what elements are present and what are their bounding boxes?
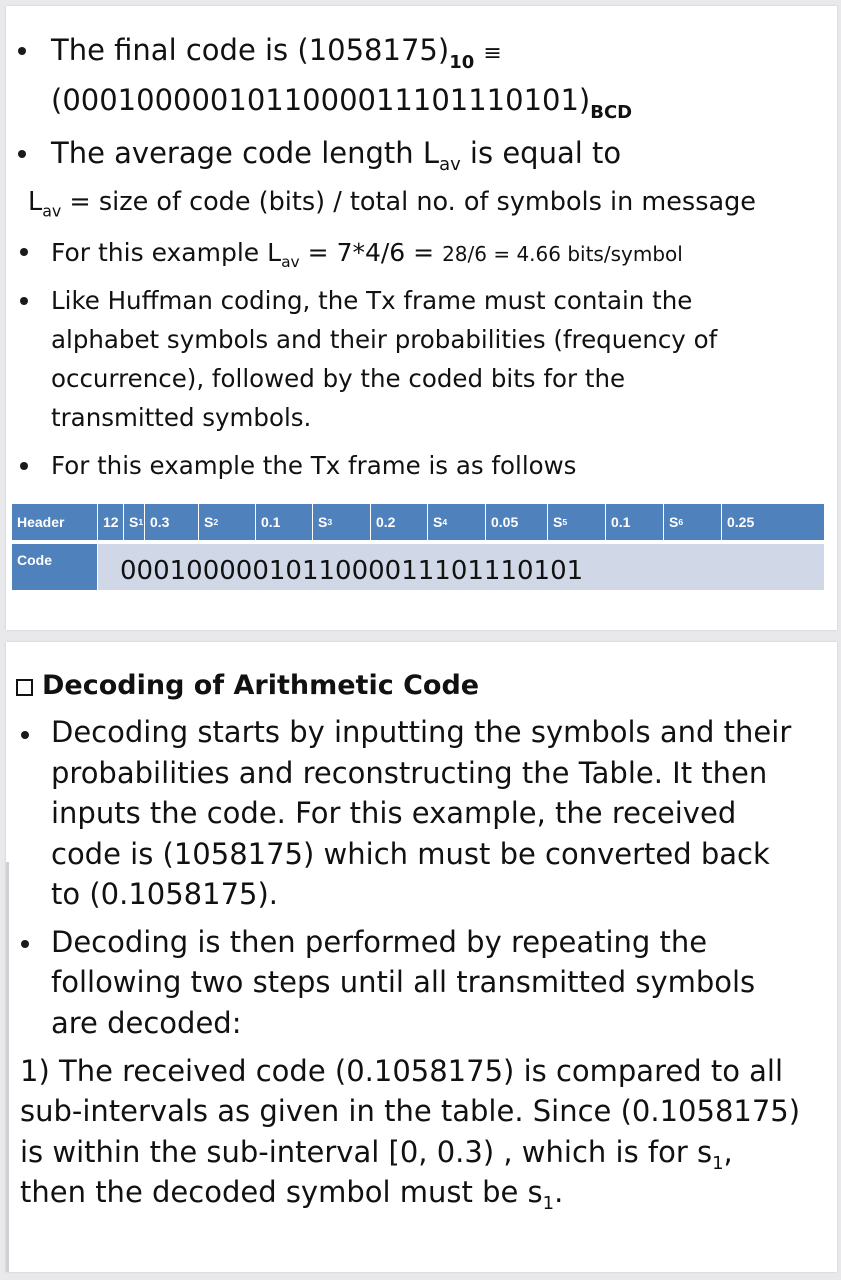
bcd-label: BCD	[590, 102, 633, 124]
code-label: Code	[12, 544, 98, 590]
step1-punct: ,	[723, 1135, 733, 1169]
step1-text: then the decoded symbol must be s	[20, 1175, 543, 1209]
formula-lhs: L	[28, 187, 43, 217]
slide-decoding	[6, 642, 837, 1272]
step1-text: is within the sub-interval [0, 0.3) , which is for s	[20, 1135, 713, 1169]
avg-length-sub: av	[439, 154, 461, 176]
frame-cell-sub: 5	[562, 517, 568, 527]
frame-cell-text: 0.2	[376, 514, 396, 530]
equiv-symbol: ≡	[483, 41, 502, 66]
bullet-icon	[20, 297, 28, 305]
bullet1-line: code is (1058175) which must be converted back	[51, 837, 770, 871]
checkbox-bullet-icon	[16, 679, 33, 696]
final-code-decimal: (1058175)	[297, 33, 450, 67]
final-code-line2	[51, 83, 633, 124]
formula-rhs: = size of code (bits) / total no. of symbols in message	[69, 187, 756, 217]
step1-sub: 1	[712, 1153, 724, 1175]
huffman-line: occurrence), followed by the coded bits for the	[51, 364, 626, 393]
avg-length-text: The average code length L	[51, 136, 440, 170]
frame-cell	[606, 504, 664, 540]
frame-cell	[124, 504, 145, 540]
bullet1-line: Decoding starts by inputting the symbols and their	[51, 715, 792, 749]
bullet1-line: to (0.1058175).	[51, 877, 279, 911]
frame-cell-text: S	[204, 514, 214, 530]
bullet-icon	[21, 731, 29, 739]
bullet2-line: following two steps until all transmitted symbols	[51, 965, 756, 999]
decoding-heading: Decoding of Arithmetic Code	[42, 670, 480, 701]
bullet-icon	[18, 150, 26, 158]
frame-cell	[313, 504, 371, 540]
step1-line: sub-intervals as given in the table. Since (0.1058175)	[20, 1094, 801, 1128]
frame-cell	[664, 504, 722, 540]
bullet2-line: are decoded:	[51, 1006, 242, 1040]
avg-length-tail: is equal to	[460, 136, 622, 170]
step1-punct: .	[554, 1175, 564, 1209]
frame-cell-sub: 2	[213, 517, 219, 527]
frame-cell	[199, 504, 256, 540]
bullet-icon	[20, 248, 28, 256]
frame-cell-sub: 3	[327, 517, 333, 527]
frame-cell	[145, 504, 199, 540]
avg-length-formula	[28, 187, 756, 221]
frame-bullet: For this example the Tx frame is as follows	[51, 451, 577, 480]
frame-cell	[486, 504, 548, 540]
bullet-icon	[18, 47, 26, 55]
bullet1-line: inputs the code. For this example, the received	[51, 796, 737, 830]
frame-cell	[371, 504, 428, 540]
frame-cell-text: S	[669, 514, 679, 530]
huffman-line: Like Huffman coding, the Tx frame must contain the	[51, 286, 693, 315]
final-code-prefix: The final code is	[51, 33, 289, 67]
frame-cell-text: S	[433, 514, 443, 530]
frame-cell	[722, 504, 824, 540]
step1-line: 1) The received code (0.1058175) is compared to all	[20, 1054, 784, 1088]
example-text: For this example L	[51, 238, 282, 267]
frame-cell-text: 0.05	[491, 514, 519, 530]
decimal-base: 10	[449, 52, 475, 74]
bullet1-line: probabilities and reconstructing the Table. It then	[51, 756, 768, 790]
frame-cell-text: S	[129, 514, 139, 530]
frame-cell-sub: 6	[678, 517, 684, 527]
example-result: 28/6 = 4.66 bits/symbol	[442, 242, 683, 266]
bullet-icon	[20, 462, 28, 470]
step1-sub: 1	[542, 1193, 555, 1215]
bullet2-line: Decoding is then performed by repeating the	[51, 925, 708, 959]
avg-length-bullet	[51, 136, 622, 176]
frame-header-row	[12, 504, 824, 540]
frame-cell-text: 0.1	[611, 514, 631, 530]
step1-line	[20, 1135, 733, 1175]
frame-cell-text: 12	[103, 514, 119, 530]
frame-cell-text: 0.1	[261, 514, 281, 530]
frame-cell	[548, 504, 606, 540]
final-code-bcd: (0001000001011000011101110101)	[51, 83, 591, 117]
frame-cell	[256, 504, 313, 540]
huffman-line: transmitted symbols.	[51, 403, 312, 432]
huffman-line: alphabet symbols and their probabilities (frequency of	[51, 325, 718, 354]
frame-code-row	[12, 544, 824, 590]
selection-bar	[6, 862, 9, 1272]
frame-cell-text: S	[318, 514, 328, 530]
code-bits: 0001000001011000011101110101	[120, 556, 584, 586]
step1-line	[20, 1175, 564, 1215]
formula-lhs-sub: av	[42, 201, 62, 221]
slide-tx-frame	[6, 6, 837, 630]
header-label: Header	[12, 504, 98, 540]
frame-cell	[98, 504, 124, 540]
example-mid: = 7*4/6 =	[299, 238, 443, 267]
frame-cell-sub: 1	[138, 517, 144, 527]
example-bullet	[51, 240, 683, 271]
bullet-icon	[21, 940, 29, 948]
frame-cell-text: S	[553, 514, 563, 530]
frame-cell-text: 0.25	[727, 514, 755, 530]
frame-cell-sub: 4	[442, 517, 448, 527]
frame-cell-text: 0.3	[150, 514, 170, 530]
frame-cell	[428, 504, 486, 540]
final-code-line1	[51, 33, 502, 74]
example-sub: av	[281, 253, 300, 272]
